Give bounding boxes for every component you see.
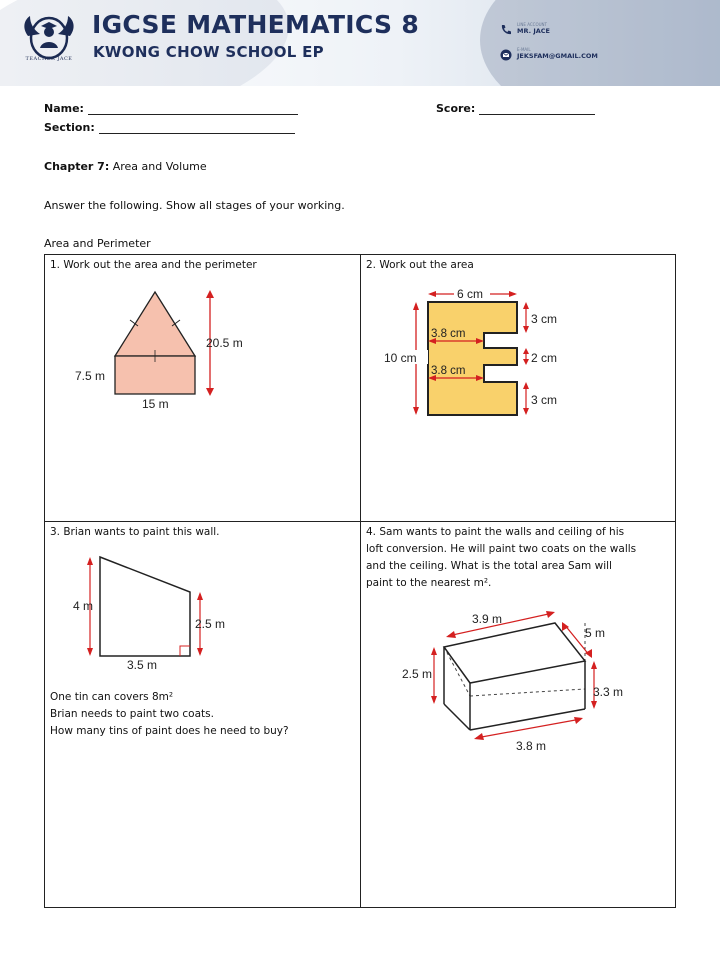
section-line[interactable]: [99, 121, 295, 134]
chapter-line: [44, 160, 207, 173]
name-label: Name:: [44, 102, 84, 115]
q3-right-label: 2.5 m: [195, 617, 226, 631]
q4-left-label: 2.5 m: [402, 667, 433, 681]
q2-r2-label: 2 cm: [531, 351, 558, 365]
q1-height-label: 20.5 m: [206, 336, 243, 350]
q4-right-label: 3.3 m: [593, 685, 624, 699]
contact-label: E-MAIL: [517, 47, 531, 52]
score-label: Score:: [436, 102, 476, 115]
instructions: Answer the following. Show all stages of your working.: [44, 199, 345, 212]
q4-base-label: 3.8 m: [516, 739, 547, 753]
q3-left-label: 4 m: [73, 599, 94, 613]
question-3-details: [50, 689, 289, 740]
q4-line: paint to the nearest m².: [366, 577, 492, 589]
q2-inner1-label: 3.8 cm: [431, 328, 466, 340]
q2-r3-label: 3 cm: [531, 393, 558, 407]
banner-decoration: [480, 0, 720, 86]
contact-value: MR. JACE: [517, 27, 550, 35]
q3-base-label: 3.5 m: [127, 658, 158, 672]
q4-line: loft conversion. He will paint two coats on the walls: [366, 543, 637, 555]
name-field: [44, 102, 298, 115]
contact-label: LINE ACCOUNT: [517, 22, 547, 27]
grid-divider: [44, 521, 676, 522]
header-banner: [0, 0, 720, 86]
chapter-title: Area and Volume: [112, 160, 207, 173]
question-4-text: [366, 524, 636, 592]
q2-top-label: 6 cm: [457, 287, 484, 301]
phone-icon: [500, 24, 512, 36]
section-field: [44, 121, 295, 134]
question-3-text: 3. Brian wants to paint this wall.: [50, 526, 220, 538]
section-label: Section:: [44, 121, 95, 134]
q2-height-label: 10 cm: [384, 351, 417, 365]
name-line[interactable]: [88, 102, 298, 115]
q2-inner2-label: 3.8 cm: [431, 365, 466, 377]
question-2-text: 2. Work out the area: [366, 259, 474, 271]
score-field: [436, 102, 595, 115]
q4-line: 4. Sam wants to paint the walls and ceiling of his: [366, 526, 625, 538]
q3-line: One tin can covers 8m²: [50, 691, 174, 703]
q4-depth-label: 5 m: [585, 626, 606, 640]
school-logo-icon: [20, 10, 78, 76]
question-1-text: 1. Work out the area and the perimeter: [50, 259, 257, 271]
email-icon: [500, 49, 512, 61]
question-1-diagram: [60, 280, 260, 420]
school-name: KWONG CHOW SCHOOL EP: [93, 43, 324, 61]
question-4-diagram: [396, 604, 646, 754]
grid-divider: [360, 254, 361, 908]
chapter-label: Chapter 7:: [44, 160, 110, 173]
q1-base-label: 15 m: [142, 397, 169, 411]
question-3-diagram: [70, 548, 250, 674]
q3-line: How many tins of paint does he need to buy?: [50, 725, 289, 737]
score-line[interactable]: [479, 102, 595, 115]
q4-top-label: 3.9 m: [472, 612, 503, 626]
logo-text: TEACHER JACE: [25, 56, 73, 62]
q4-line: and the ceiling. What is the total area Sam will: [366, 560, 612, 572]
contact-value: JEKSFAM@GMAIL.COM: [517, 52, 598, 60]
page-title: IGCSE MATHEMATICS 8: [92, 10, 420, 39]
q3-line: Brian needs to paint two coats.: [50, 708, 214, 720]
section-heading: Area and Perimeter: [44, 237, 151, 250]
question-2-diagram: [380, 280, 580, 425]
q2-r1-label: 3 cm: [531, 312, 558, 326]
q1-side-label: 7.5 m: [75, 369, 106, 383]
